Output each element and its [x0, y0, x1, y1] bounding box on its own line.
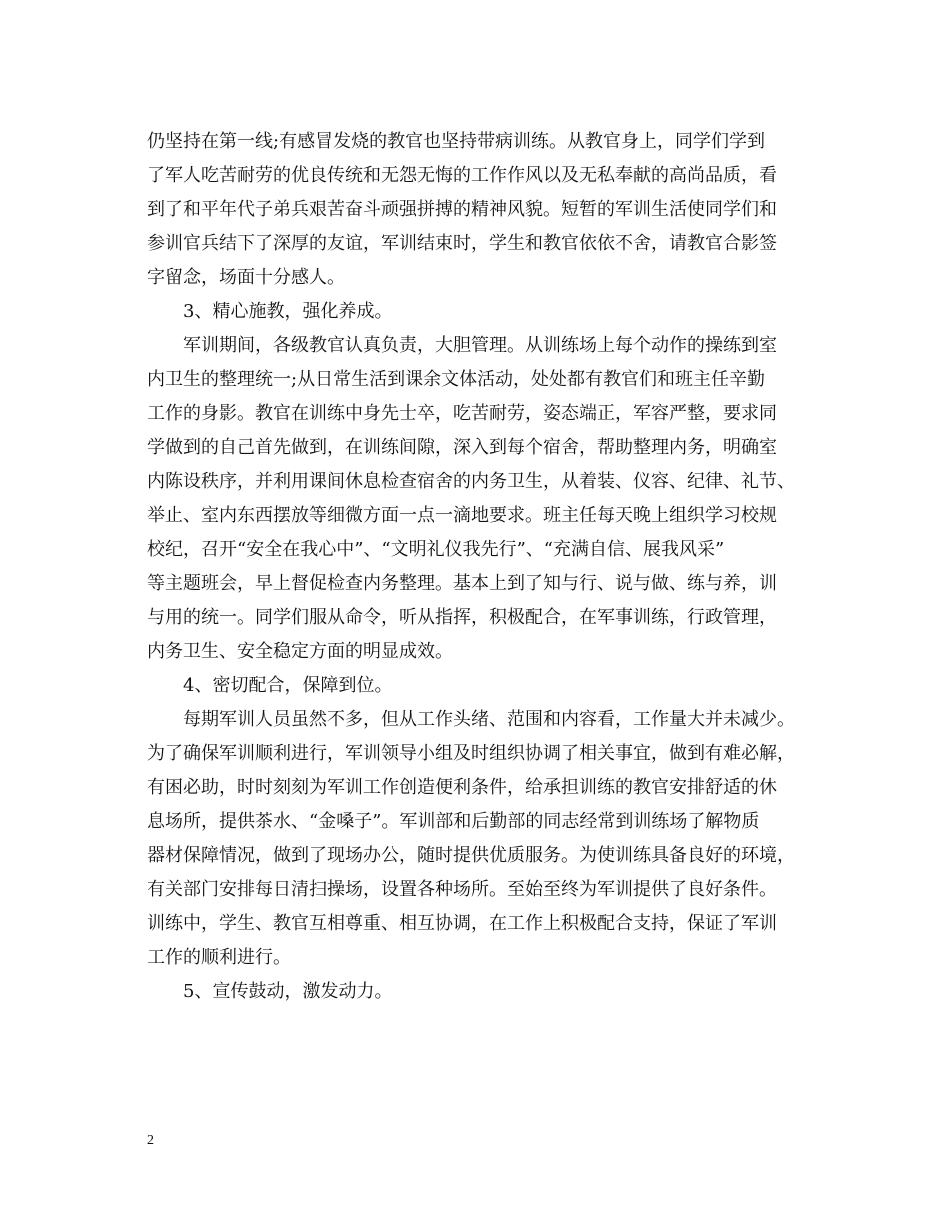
text-line: 每期军训人员虽然不多，但从工作头绪、范围和内容看，工作量大并未减少。 — [183, 709, 795, 730]
text-line: 等主题班会，早上督促检查内务整理。基本上到了知与行、说与做、练与养，训 — [147, 573, 777, 594]
text-line: 器材保障情况，做到了现场办公，随时提供优质服务。为使训练具备良好的环境， — [147, 845, 795, 866]
text-line: 仍坚持在第一线;有感冒发烧的教官也坚持带病训练。从教官身上，同学们学到 — [147, 131, 766, 152]
text-line: 参训官兵结下了深厚的友谊，军训结束时，学生和教官依依不舍，请教官合影签 — [147, 233, 777, 254]
text-line: 工作的身影。教官在训练中身先士卒，吃苦耐劳，姿态端正，军容严整，要求同 — [147, 403, 777, 424]
text-line: 军训期间，各级教官认真负责，大胆管理。从训练场上每个动作的操练到室 — [183, 335, 777, 356]
body-text — [147, 125, 812, 1009]
text-line: 工作的顺利进行。 — [147, 947, 291, 968]
text-line: 内陈设秩序，并利用课间休息检查宿舍的内务卫生，从着装、仪容、纪律、礼节、 — [147, 471, 795, 492]
page-number: 2 — [147, 1133, 154, 1148]
text-line: 4、密切配合，保障到位。 — [183, 675, 393, 696]
text-line: 训练中，学生、教官互相尊重、相互协调，在工作上积极配合支持，保证了军训 — [147, 913, 777, 934]
text-line: 3、精心施教，强化养成。 — [183, 301, 393, 322]
text-line: 举止、室内东西摆放等细微方面一点一滴地要求。班主任每天晚上组织学习校规 — [147, 505, 777, 526]
text-line: 了军人吃苦耐劳的优良传统和无怨无悔的工作作风以及无私奉献的高尚品质，看 — [147, 165, 777, 186]
text-line: 息场所，提供茶水、“金嗓子”。军训部和后勤部的同志经常到训练场了解物质 — [147, 811, 760, 832]
text-line: 为了确保军训顺利进行，军训领导小组及时组织协调了相关事宜，做到有难必解， — [147, 743, 795, 764]
text-line: 与用的统一。同学们服从命令，听从指挥，积极配合，在军事训练，行政管理， — [147, 607, 777, 628]
text-line: 字留念，场面十分感人。 — [147, 267, 345, 288]
text-line: 内卫生的整理统一;从日常生活到课余文体活动，处处都有教官们和班主任辛勤 — [147, 369, 766, 390]
text-line: 有关部门安排每日清扫操场，设置各种场所。至始至终为军训提供了良好条件。 — [147, 879, 777, 900]
text-line: 有困必助，时时刻刻为军训工作创造便利条件，给承担训练的教官安排舒适的休 — [147, 777, 777, 798]
text-line: 校纪，召开“安全在我心中”、“文明礼仪我先行”、“充满自信、展我风采” — [147, 539, 725, 560]
text-line: 学做到的自己首先做到，在训练间隙，深入到每个宿舍，帮助整理内务，明确室 — [147, 437, 777, 458]
text-line: 到了和平年代子弟兵艰苦奋斗顽强拼搏的精神风貌。短暂的军训生活使同学们和 — [147, 199, 777, 220]
text-line: 5、宣传鼓动，激发动力。 — [183, 981, 393, 1002]
text-line: 内务卫生、安全稳定方面的明显成效。 — [147, 641, 453, 662]
